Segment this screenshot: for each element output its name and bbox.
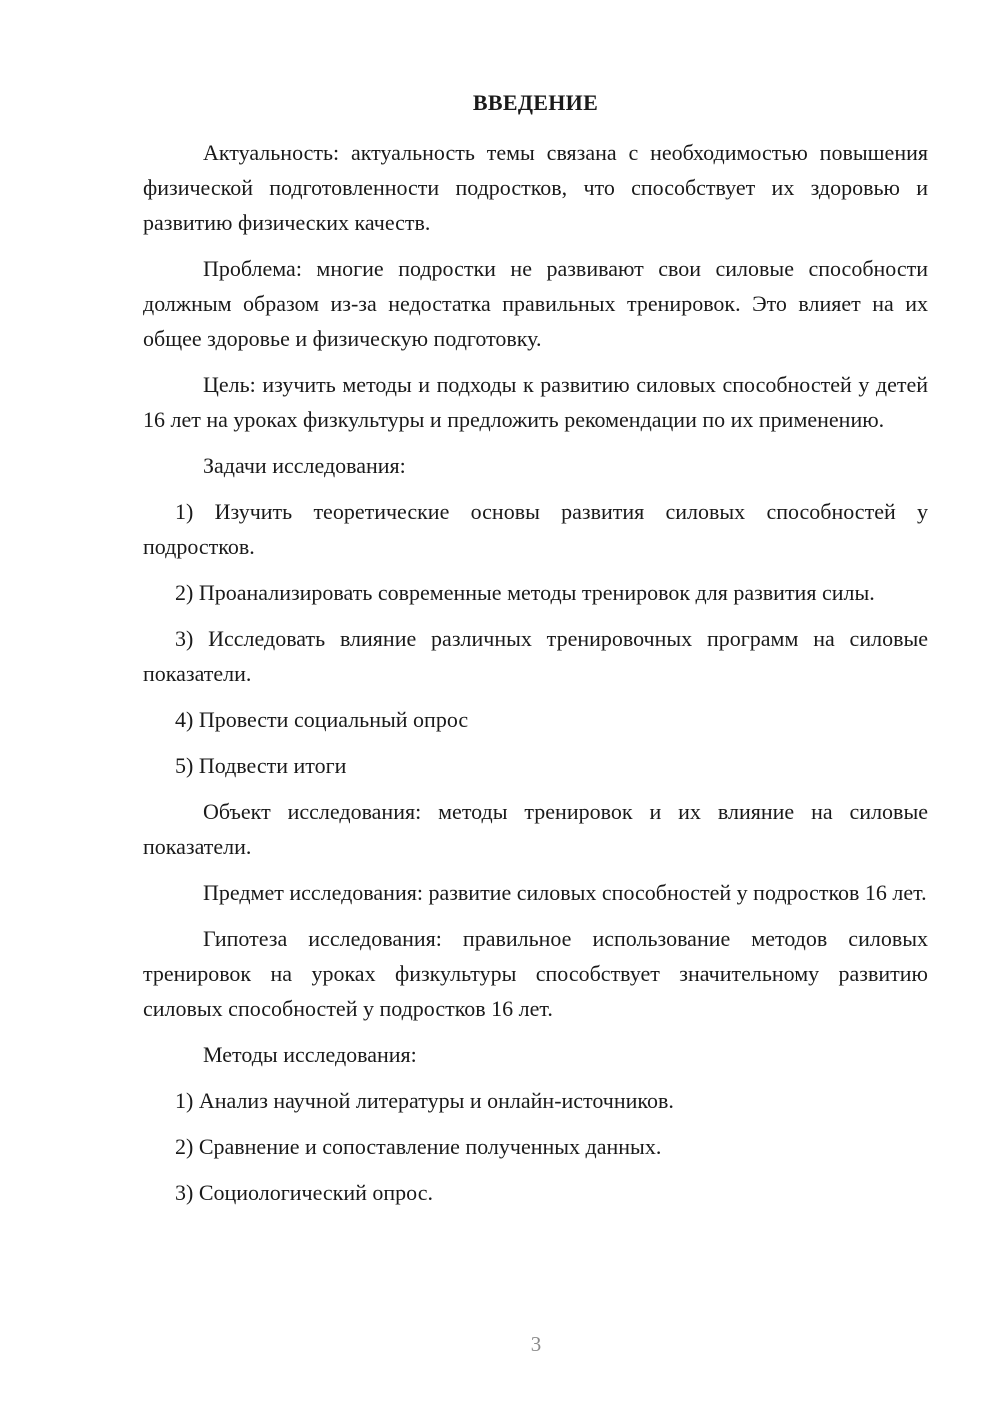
goal-paragraph: Цель: изучить методы и подходы к развитию силовых способностей у детей 16 лет на уроках физкультуры и предложить рекомендации по их применению.	[143, 372, 928, 432]
page-number: 3	[530, 1332, 542, 1356]
relevance-paragraph: Актуальность: актуальность темы связана с необходимостью повышения физической подготовленности подростков, что способствует их здоровью и развитию физических качеств.	[143, 140, 928, 235]
task-item-2: 2) Проанализировать современные методы тренировок для развития силы.	[175, 580, 875, 605]
method-item-1: 1) Анализ научной литературы и онлайн-источников.	[175, 1088, 674, 1113]
object-paragraph: Объект исследования: методы тренировок и их влияние на силовые показатели.	[143, 799, 928, 859]
methods-heading: Методы исследования:	[203, 1042, 417, 1067]
section-title: ВВЕДЕНИЕ	[472, 90, 599, 115]
task-item-5: 5) Подвести итоги	[175, 753, 347, 778]
method-item-3: 3) Социологический опрос.	[175, 1180, 433, 1205]
subject-paragraph: Предмет исследования: развитие силовых способностей у подростков 16 лет.	[203, 880, 927, 905]
method-item-2: 2) Сравнение и сопоставление полученных данных.	[175, 1134, 662, 1159]
tasks-heading: Задачи исследования:	[203, 453, 406, 478]
problem-paragraph: Проблема: многие подростки не развивают свои силовые способности должным образом из-за недостатка правильных тренировок. Это влияет на их общее здоровье и физическую подготовку.	[143, 256, 928, 351]
document-page	[143, 88, 928, 1221]
task-item-1: 1) Изучить теоретические основы развития силовых способностей у подростков.	[143, 499, 928, 559]
hypothesis-paragraph: Гипотеза исследования: правильное использование методов силовых тренировок на уроках физкультуры способствует значительному развитию силовых способностей у подростков 16 лет.	[143, 926, 928, 1021]
task-item-3: 3) Исследовать влияние различных тренировочных программ на силовые показатели.	[143, 626, 928, 686]
task-item-4: 4) Провести социальный опрос	[175, 707, 469, 732]
